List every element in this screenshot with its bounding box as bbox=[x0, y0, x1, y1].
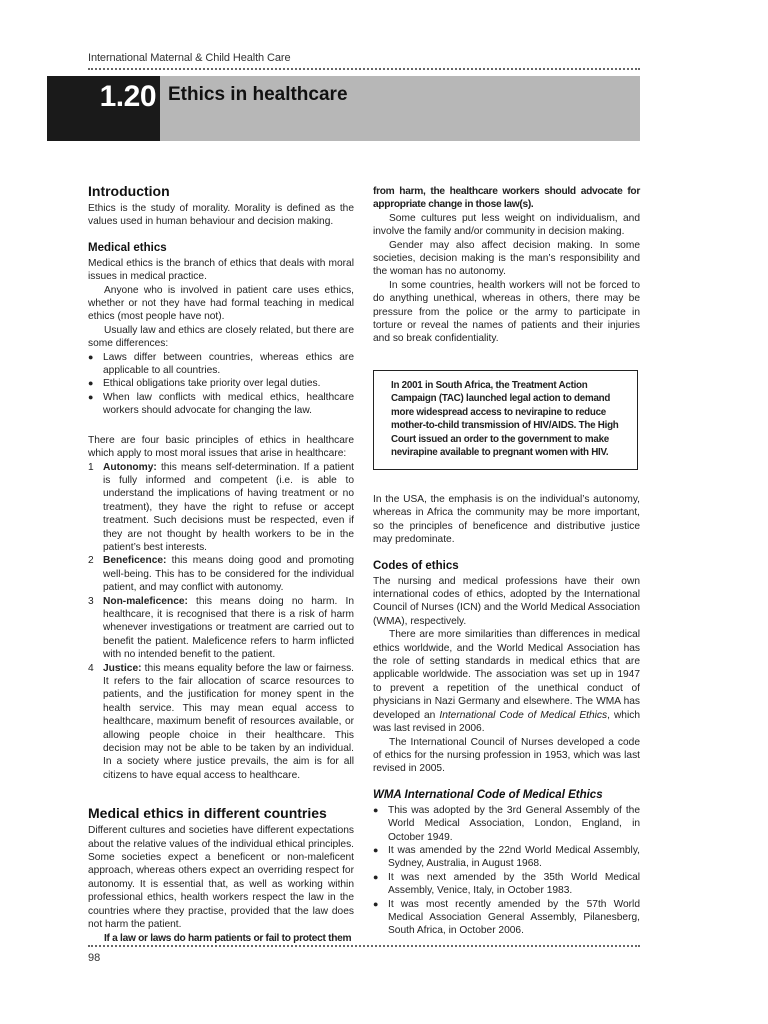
list-item: ● Ethical obligations take priority over legal duties. bbox=[88, 377, 354, 390]
countries-paragraph: Different cultures and societies have different expectations about the relative values of the individual ethical principles. Some societies expect a beneficent or non-maleficent approach, whereas others expect an overriding respect for autonomy. It is essential that, as well as working within professional ethics, health workers respect the law in the countries where they practise, provided that the law does not harm the patient. bbox=[88, 825, 354, 931]
codes-paragraph: The International Council of Nurses developed a code of ethics for the nursing profession in 1953, which was last revised in 2005. bbox=[373, 736, 640, 775]
list-item: ● It was most recently amended by the 57th World Medical Association General Assembly, Pilanesberg, South Africa, in October 2006. bbox=[373, 898, 640, 938]
item-number: 4 bbox=[88, 662, 94, 674]
introduction-heading: Introduction bbox=[88, 183, 170, 199]
body-paragraph: In the USA, the emphasis is on the individual’s autonomy, whereas in Africa the community may be more important, so the principles of beneficence and distributive justice may predominate. bbox=[373, 494, 640, 546]
left-column bbox=[88, 182, 354, 945]
list-item bbox=[88, 595, 354, 662]
codes-heading: Codes of ethics bbox=[373, 559, 459, 572]
right-column-bottom bbox=[373, 493, 640, 938]
principle-term: Autonomy: bbox=[103, 461, 157, 473]
body-paragraph: In some countries, health workers will not be forced to do anything unethical, whereas in others, there may be pressure from the police or the army to participate in torture or reveal the names of patients and their injuries and so break confidentiality. bbox=[373, 279, 640, 345]
principles-intro: There are four basic principles of ethics in healthcare which apply to most moral issues that arise in healthcare: bbox=[88, 434, 354, 460]
list-item: ● It was next amended by the 35th World Medical Assembly, Venice, Italy, in October 1983. bbox=[373, 871, 640, 898]
principle-text: this means equality before the law or fairness. It refers to the fair allocation of scarce resources to patients, and the justification for money spent in the health service. This may mean equal access to healthcare, maximum benefit of resources available, or allowing people choice in their healthcare. This decision may not be able to be taken by an individual. In a society where justice prevails, the aim is for all citizens to have equal access to healthcare. bbox=[103, 662, 354, 781]
introduction-text: Ethics is the study of morality. Morality is defined as the values used in human behaviour and decision making. bbox=[88, 203, 354, 228]
list-item: ● When law conflicts with medical ethics, healthcare workers should advocate for changing the law. bbox=[88, 391, 354, 418]
item-number: 3 bbox=[88, 595, 94, 607]
principle-text: this means doing no harm. In healthcare, it is recognised that there is a risk of harm whenever investigations or treatment are carried out to benefit the patient. Maleficence refers to harm inflicted with no intended benefit to the patient. bbox=[103, 595, 354, 661]
list-item bbox=[88, 461, 354, 555]
principle-term: Justice: bbox=[103, 662, 142, 674]
body-paragraph: Some cultures put less weight on individualism, and involve the family and/or community in decision making. bbox=[373, 212, 640, 238]
codes-text: , which was last revised in 2006. bbox=[373, 709, 640, 735]
list-item bbox=[88, 554, 354, 594]
wma-heading: WMA International Code of Medical Ethics bbox=[373, 788, 603, 801]
medical-ethics-heading: Medical ethics bbox=[88, 241, 167, 254]
differences-list bbox=[88, 351, 354, 418]
chapter-number: 1.20 bbox=[99, 80, 156, 113]
countries-paragraph-bold: If a law or laws do harm patients or fail to protect them bbox=[104, 932, 352, 944]
callout-box: In 2001 in South Africa, the Treatment Action Campaign (TAC) launched legal action to demand more widespread access to nevirapine to reduce mother-to-child transmission of HIV/AIDS. The High Court issued an order to the government to make nevirapine available to pregnant women with HIV. bbox=[373, 370, 638, 470]
item-number: 1 bbox=[88, 461, 94, 473]
wma-list bbox=[373, 804, 640, 938]
chapter-title: Ethics in healthcare bbox=[168, 84, 348, 105]
principle-term: Non-maleficence: bbox=[103, 595, 188, 607]
codes-text: There are more similarities than differences in medical ethics worldwide, and the World Medical Association has the role of setting standards in medical ethics that are applicable worldwide. The association was set up in 1947 to prevent a repetition of the unethical conduct of physicians in Nazi Germany and elsewhere. The WMA has developed an bbox=[373, 629, 640, 721]
body-paragraph: Gender may also affect decision making. In some societies, decision making is the man’s responsibility and the woman has no autonomy. bbox=[373, 239, 640, 278]
page-number: 98 bbox=[88, 952, 101, 964]
item-number: 2 bbox=[88, 555, 94, 567]
right-column-top bbox=[373, 185, 640, 346]
principles-list bbox=[88, 461, 354, 783]
medical-ethics-paragraph: Medical ethics is the branch of ethics that deals with moral issues in medical practice. bbox=[88, 257, 354, 283]
list-item: ● Laws differ between countries, whereas ethics are applicable to all countries. bbox=[88, 351, 354, 378]
running-head: International Maternal & Child Health Care bbox=[88, 52, 291, 64]
codes-paragraph: The nursing and medical professions have their own international codes of ethics, adopted by the International Council of Nurses (ICN) and the World Medical Association (WMA), respectively. bbox=[373, 575, 640, 627]
list-item: ● This was adopted by the 3rd General Assembly of the World Medical Association, London, England, in October 1949. bbox=[373, 804, 640, 844]
bottom-divider bbox=[88, 945, 640, 947]
bold-continuation: from harm, the healthcare workers should advocate for appropriate change in those law(s). bbox=[373, 186, 640, 211]
principle-text: this means self-determination. If a patient is fully informed and competent (i.e. is able to understand the implications of having treatment or no treatment), they have the right to refuse or accept treatment. Such decisions must be respected, even if they are not thought by health workers to be in the patient’s best interests. bbox=[103, 461, 354, 553]
list-item: ● It was amended by the 22nd World Medical Assembly, Sydney, Australia, in August 1968. bbox=[373, 844, 640, 871]
top-divider bbox=[88, 68, 640, 70]
principle-text: this means doing good and promoting well-being. This has to be considered for the individual patient, and may conflict with autonomy. bbox=[103, 555, 354, 594]
medical-ethics-paragraph: Usually law and ethics are closely related, but there are some differences: bbox=[88, 324, 354, 350]
code-title-italic: International Code of Medical Ethics bbox=[439, 709, 608, 721]
countries-heading: Medical ethics in different countries bbox=[88, 805, 327, 822]
medical-ethics-paragraph: Anyone who is involved in patient care uses ethics, whether or not they have had formal teaching in medical ethics (most people have not). bbox=[88, 284, 354, 323]
codes-paragraph bbox=[373, 628, 640, 735]
list-item bbox=[88, 662, 354, 783]
principle-term: Beneficence: bbox=[103, 555, 167, 567]
